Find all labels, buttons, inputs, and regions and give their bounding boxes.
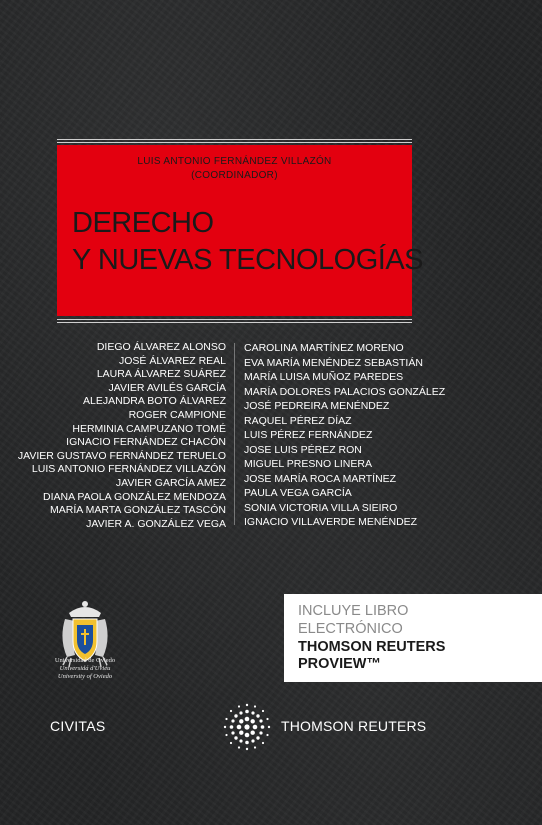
author-name: MIGUEL PRESNO LINERA [244, 458, 372, 470]
author-name: JAVIER A. GONZÁLEZ VEGA [86, 517, 226, 530]
author-name: JOSÉ ÁLVAREZ REAL [119, 354, 226, 367]
author-name: LAURA ÁLVAREZ SUÁREZ [96, 368, 226, 381]
bottom-rule-lower [57, 322, 412, 323]
author-name: DIANA PAOLA GONZÁLEZ MENDOZA [42, 490, 226, 503]
ebook-electronic-label: ELECTRÓNICO [298, 621, 403, 637]
coordinator-name: LUIS ANTONIO FERNÁNDEZ VILLAZÓN [137, 156, 332, 167]
author-name: CAROLINA MARTÍNEZ MORENO [244, 342, 404, 354]
university-name-english: University of Oviedo [57, 673, 113, 680]
author-name: SONIA VICTORIA VILLA SIEIRO [244, 501, 398, 514]
author-name: ALEJANDRA BOTO ÁLVAREZ [83, 395, 226, 408]
author-name: JAVIER GARCÍA AMEZ [115, 476, 226, 489]
author-name: RAQUEL PÉREZ DÍAZ [244, 414, 352, 427]
author-name: PAULA VEGA GARCÍA [244, 487, 352, 499]
author-name: HERMINIA CAMPUZANO TOMÉ [72, 422, 226, 435]
authors-list-right [244, 341, 454, 530]
author-name: LUIS ANTONIO FERNÁNDEZ VILLAZÓN [31, 463, 226, 476]
coordinator-role: (COORDINADOR) [191, 170, 278, 181]
university-name-spanish: Universidad de Oviedo [54, 657, 116, 664]
author-name: IGNACIO VILLAVERDE MENÉNDEZ [244, 516, 418, 528]
book-title [72, 205, 423, 279]
book-title-line-1: DERECHO [72, 207, 214, 239]
authors-list-left [10, 341, 226, 531]
author-name: MARÍA LUISA MUÑOZ PAREDES [244, 371, 404, 383]
ebook-brand-label: THOMSON REUTERS [298, 639, 446, 655]
author-name: IGNACIO FERNÁNDEZ CHACÓN [66, 436, 226, 449]
ebook-proview-label: PROVIEW™ [298, 656, 381, 672]
author-name: DIEGO ÁLVAREZ ALONSO [96, 341, 226, 353]
author-name: JOSE MARÍA ROCA MARTÍNEZ [244, 472, 397, 485]
book-title-line-2: Y NUEVAS TECNOLOGÍAS [72, 244, 423, 276]
author-name: JOSÉ PEDREIRA MENÉNDEZ [244, 400, 390, 412]
publisher-thomson-reuters: THOMSON REUTERS [281, 718, 427, 734]
author-name: JOSE LUIS PÉREZ RON [244, 443, 362, 456]
imprint-civitas: CIVITAS [50, 718, 106, 734]
author-name: MARÍA MARTA GONZÁLEZ TASCÓN [49, 504, 226, 517]
author-columns-divider [234, 343, 235, 525]
author-name: EVA MARÍA MENÉNDEZ SEBASTIÁN [244, 356, 423, 369]
author-name: ROGER CAMPIONE [128, 408, 226, 421]
author-name: JAVIER AVILÉS GARCÍA [108, 381, 226, 394]
university-name-asturian: Universidá d'Uviéu [59, 665, 111, 672]
author-name: JAVIER GUSTAVO FERNÁNDEZ TERUELO [17, 449, 226, 462]
author-name: LUIS PÉREZ FERNÁNDEZ [244, 429, 373, 441]
thomson-reuters-dot-globe-icon [222, 702, 272, 752]
ebook-includes-label: INCLUYE LIBRO [298, 603, 409, 619]
author-name: MARÍA DOLORES PALACIOS GONZÁLEZ [244, 385, 446, 398]
top-rule-upper [57, 139, 412, 140]
bottom-rule-upper [57, 319, 412, 320]
top-rule-lower [57, 142, 412, 143]
